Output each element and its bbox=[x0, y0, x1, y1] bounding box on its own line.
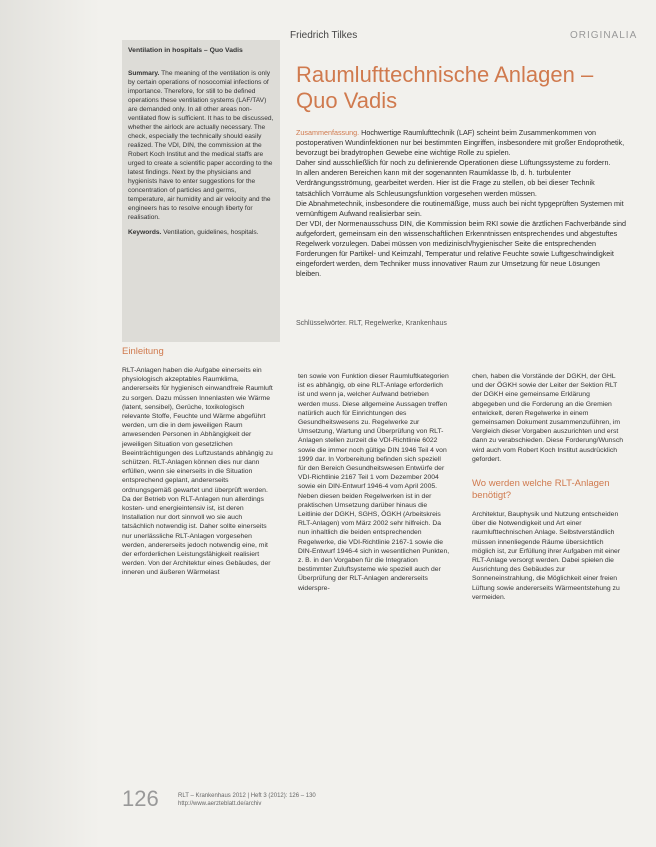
abstract-p5: Der VDI, der Normenausschuss DIN, die Kommission beim RKI sowie die ärztlichen Fachverbände sind aufgefordert, gemeinsam ein den wissenschaftlichen Erkenntnissen entsprechendes und abgestuftes Regelwerk vorzulegen. Dabei müssen von medizinisch/hygienischer Seite die entsprechenden Forderungen für Partikel- und Keimzahl, Temperatur und relative Feuchte sowie Luftgeschwindigkeit eingefordert werden, dem Techniker muss innovativer Raum zur Umsetzung für neue Lösungen bleiben. bbox=[296, 218, 626, 279]
page-number: 126 bbox=[122, 786, 159, 811]
author-name: Friedrich Tilkes bbox=[290, 30, 358, 41]
body-column-3 bbox=[472, 372, 624, 602]
col2-text: ten sowie von Funktion dieser Raumluftkategorien ist es abhängig, ob eine RLT-Anlage erforderlich ist und wenn ja, welcher Aufwand betrieben werden muss. Diese allgemeine Aussagen treffen natürlich auch für Einrichtungen des Gesundheitswesens zu. Regelwerke zur Umsetzung, Wartung und Überprüfung von RLT-Anlagen stellen zurzeit die VDI-Richtlinie 6022 sowie die immer noch gültige DIN 1946 Teil 4 von 1999 dar. In Vorbereitung befinden sich speziell für den Bereich Gesundheitswesen Entwürfe der VDI-Richtlinie 2167 Teil 1 vom Dezember 2004 sowie ein DIN-Entwurf 1946-4 vom April 2005. Neben diesen beiden Regelwerken ist in der praktischen Umsetzung darüber hinaus die Leitlinie der DGKH, SGHS, ÖGKH (Arbeitskreis RLT-Anlagen) vom März 2002 sehr hilfreich. Da nun inhaltlich die beiden entsprechenden Regelwerke, die VDI-Richtlinie 2167-1 sowie die DIN-Entwurf 1946-4 sich in wesentlichen Punkten, z. B. in den Vorgaben für die Integration bestimmter Zuluftsysteme wie speziell auch der Überprüfung der RLT-Anlagen andererseits widerspre- bbox=[298, 373, 450, 592]
summary-label: Summary. bbox=[128, 70, 160, 77]
summary-paragraph bbox=[128, 69, 274, 222]
keywords-text: Ventilation, guidelines, hospitals. bbox=[163, 229, 259, 236]
keywords-label: Keywords. bbox=[128, 229, 162, 236]
abstract-p3: In allen anderen Bereichen kann mit der sogenannten Raumklasse Ib, d. h. turbulenter Verdrängungsströmung, gearbeitet werden. Hier ist die Frage zu stellen, ob bei dieser Technik tatsächlich Vorräume als Schleusungsfunktion vorgesehen werden müssen. bbox=[296, 168, 595, 198]
abstract-paragraph bbox=[296, 128, 626, 158]
english-title: Ventilation in hospitals – Quo Vadis bbox=[128, 47, 243, 54]
title-line-2: Quo Vadis bbox=[296, 88, 398, 113]
summary-text: The meaning of the ventilation is only by certain operations of nosocomial infections of importance. Therefore, for still to be defined operations these ventilation systems (LAF/TAV) are demanded only. In all other areas non-ventilated flow is sufficient. It has to be discussed, whether the airlock are actually necessary. The check, especially the technically should easily realized. The VDI, DIN, the commission at the Robert Koch Institut and the medical staffs are urged to create a scientific paper according to the latest findings. Next by the physicians and hygienists have to enter suggestions for the concentration of particles and germs, temperature, air humidity and air velocity and the engineers has to resolve enough liberty for realisation. bbox=[128, 70, 274, 221]
keywords-paragraph bbox=[128, 228, 274, 237]
abstract bbox=[296, 128, 626, 279]
article-title bbox=[296, 62, 626, 114]
footer-citation bbox=[178, 792, 316, 808]
body-column-2 bbox=[298, 372, 450, 593]
english-summary-box bbox=[122, 40, 280, 342]
col1-text: RLT-Anlagen haben die Aufgabe einerseits ein physiologisch akzeptables Raumklima, andererseits für hygienisch einwandfreie Raumluft zu sorgen. Dazu müssen Innenlasten wie Wärme (latent, sensibel), Gerüche, toxikologisch relevante Stoffe, Feuchte und Wärme abgeführt werden, um die in dem jeweiligen Raum anwesenden Personen in Abhängigkeit der jeweiligen Situation von gesetzlichen Beeinträchtigungen des Luftzustands abhängig zu schützen. RLT-Anlagen können dies nur dann erfüllen, wenn sie einerseits in die Situation entsprechend geplant, andererseits ordnungsgemäß gewartet und überprüft werden. Da der Betrieb von RLT-Anlagen nun allerdings kosten- und energieintensiv ist, ist deren Installation nur dort sinnvoll wo sie auch tatsächlich notwendig ist. Daher sollte einerseits nur unerlässliche RLT-Anlagen vorgesehen werden, andererseits jedoch notwendig eine, mit der erforderlichen Leistungsfähigkeit realisiert werden. Von der Architektur eines Gebäudes, der inneren und äußeren Wärmelast bbox=[122, 367, 273, 577]
page-edge-shadow bbox=[0, 0, 100, 847]
footer-line-2: http://www.aerzteblatt.de/archiv bbox=[178, 801, 262, 807]
section-label: ORIGINALIA bbox=[570, 30, 638, 41]
footer-line-1: RLT – Krankenhaus 2012 | Heft 3 (2012): 126 – 130 bbox=[178, 793, 316, 799]
body-column-1 bbox=[122, 346, 274, 578]
col3-text-1: chen, haben die Vorstände der DGKH, der GHL und der ÖGKH sowie der Leiter der Sektion RLT der DGKH eine gemeinsame Erklärung abgegeben und die Forderung an die Gremien entwickelt, deren Regelwerke in einem gemeinsamen Dokument zusammenzuführen, im Vergleich dieser Vorgaben auszurichten und erst dann zu verabschieden. Diese Forderung/Wunsch wird auch vom Robert Koch Institut ausdrücklich gefordert. bbox=[472, 373, 624, 463]
abstract-lead: Zusammenfassung. bbox=[296, 128, 360, 137]
col3-text-2: Architektur, Bauphysik und Nutzung entscheiden über die Notwendigkeit und Art einer raumlufttechnischen Anlage. Selbstverständlich müssen innenliegende Räume übersichtlich möglich ist, zur Erfüllung ihrer Aufgaben mit einer RLT-Anlage versorgt werden. Dabei spielen die Ausrichtung des Gebäudes zur Sonneneinstrahlung, die Möglichkeit einer freien Lüftung sowie andererseits Wärmeentstehung zu vermeiden. bbox=[472, 511, 621, 601]
section-heading-where: Wo werden welche RLT-Anlagen benötigt? bbox=[472, 478, 610, 502]
section-heading-intro: Einleitung bbox=[122, 346, 164, 357]
abstract-p2: Daher sind ausschließlich für noch zu definierende Operationen diese Lüftungssysteme zu fordern. bbox=[296, 158, 611, 168]
abstract-p1: Hochwertige Raumlufttechnik (LAF) scheint beim Zusammenkommen von postoperativen Wundinfektionen nur bei bestimmten Eingriffen, insbesondere mit großer Endoprothetik, bevorzugt bei bradytrophen Gewebe eine wichtige Rolle zu spielen. bbox=[296, 128, 625, 158]
title-line-1: Raumlufttechnische Anlagen – bbox=[296, 62, 594, 87]
abstract-p4: Die Abnahmetechnik, insbesondere die routinemäßige, muss auch bei nicht typgeprüften Systemen mit vernünftigem Aufwand realisierbar sein. bbox=[296, 198, 624, 218]
keywords-de: Schlüsselwörter. RLT, Regelwerke, Krankenhaus bbox=[296, 320, 447, 327]
